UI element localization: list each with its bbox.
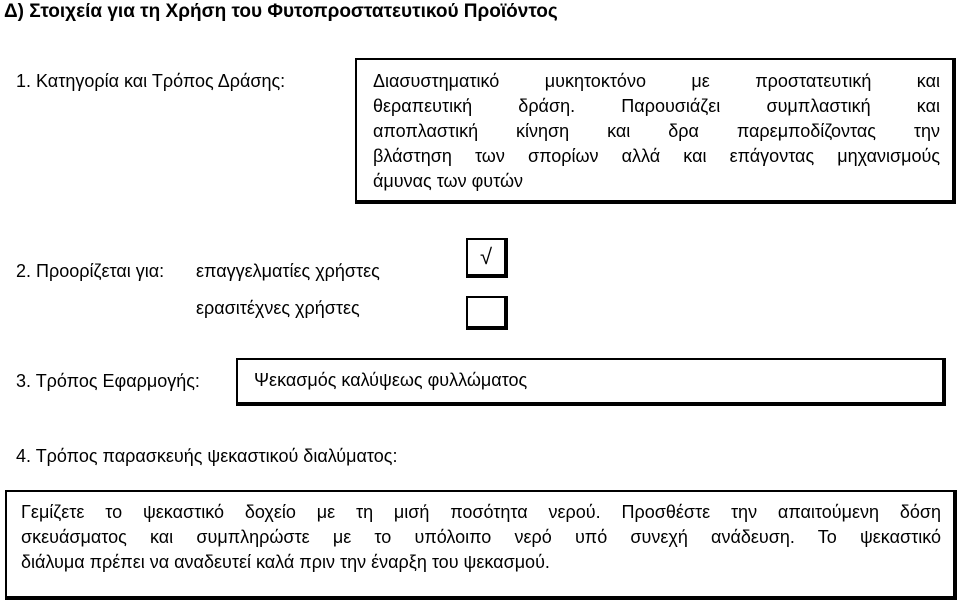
application-method-label: 3. Τρόπος Εφαρμογής: [16,371,200,391]
amateur-users-label: ερασιτέχνες χρήστες [196,298,360,318]
mode-of-action-box [355,58,956,204]
preparation-label: 4. Τρόπος παρασκευής ψεκαστικού διαλύματος: [16,446,398,466]
mode-of-action-line: Διασυστηματικό μυκητοκτόνο με προστατευτική και [373,71,940,91]
section-title: Δ) Στοιχεία για τη Χρήση του Φυτοπροστατευτικού Προϊόντος [4,1,558,22]
mode-of-action-line: βλάστηση των σπορίων αλλά και επάγοντας μηχανισμούς [373,146,940,166]
preparation-line: διάλυμα πρέπει να αναδευτεί καλά πριν την έναρξη του ψεκασμού. [21,552,550,572]
preparation-line: σκευάσματος και συμπληρώστε με το υπόλοιπο νερό υπό συνεχή ανάδευση. Το ψεκαστικό [21,527,941,547]
application-method-value: Ψεκασμός καλύψεως φυλλώματος [254,370,528,390]
professional-users-checkbox[interactable] [466,238,508,278]
check-mark-icon: √ [480,244,493,269]
application-method-box [236,358,946,406]
mode-of-action-line: άμυνας των φυτών [373,171,524,191]
mode-of-action-line: θεραπευτική δράση. Παρουσιάζει συμπλαστική και [373,96,940,116]
intended-for-label: 2. Προορίζεται για: [16,261,165,281]
preparation-box [5,490,957,600]
mode-of-action-label: 1. Κατηγορία και Τρόπος Δράσης: [16,71,286,91]
amateur-users-checkbox[interactable] [466,296,508,330]
professional-users-label: επαγγελματίες χρήστες [196,261,380,281]
preparation-line: Γεμίζετε το ψεκαστικό δοχείο με τη μισή ποσότητα νερού. Προσθέστε την απαιτούμενη δόση [21,502,941,522]
mode-of-action-line: αποπλαστική κίνηση και δρα παρεμποδίζοντας την [373,121,940,141]
